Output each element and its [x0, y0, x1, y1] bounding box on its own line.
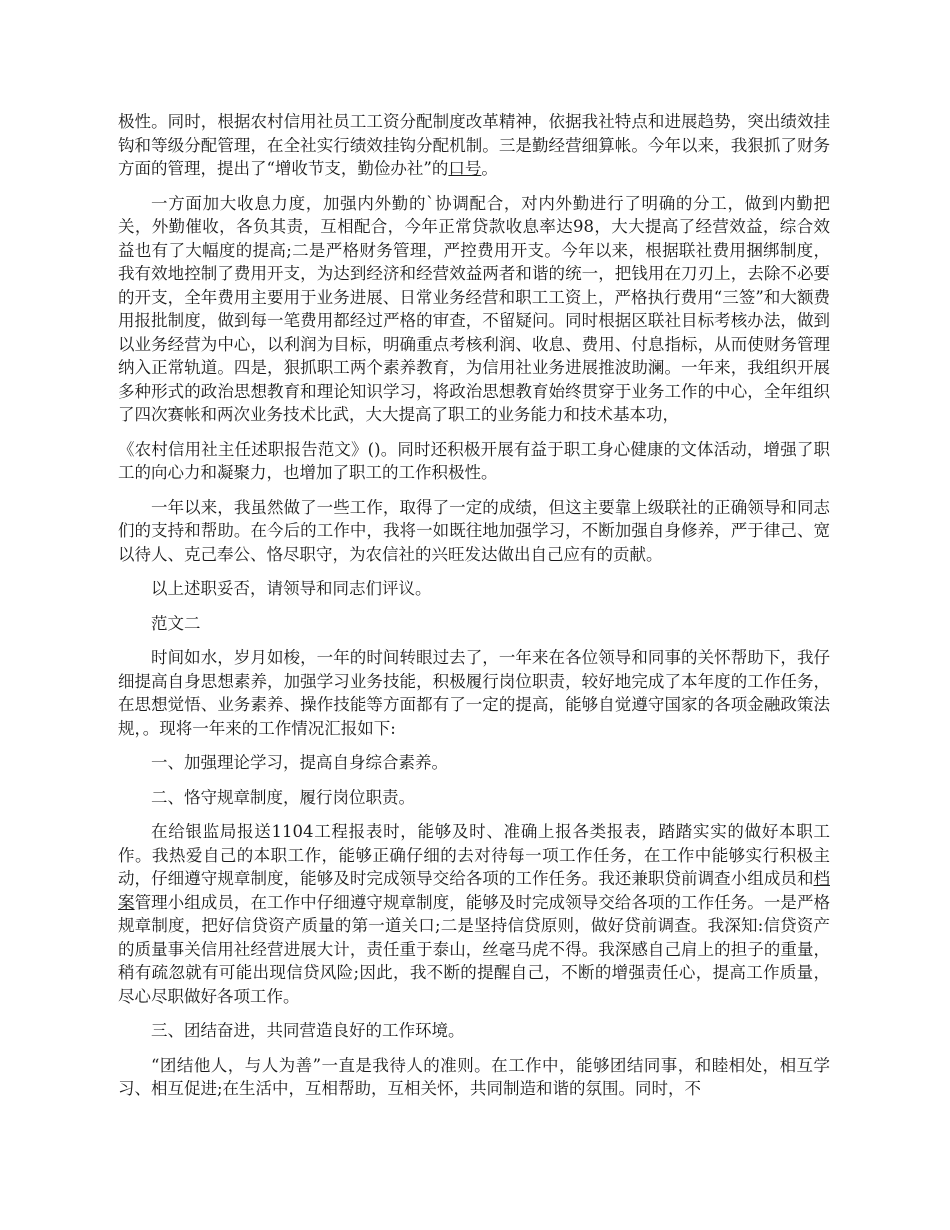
section-heading-2: 二、恪守规章制度，履行岗位职责。	[151, 787, 415, 807]
paragraph-text: 管理小组成员，在工作中仔细遵守规章制度，能够及时完成领导交给各项的工作任务。一是严格规章制度，把好信贷资产质量的第一道关口;二是坚持信贷原则，做好贷前调查。我深知:信贷资产的质量事关信用社经营进展大计，责任重于泰山，丝毫马虎不得。我深感自己肩上的担子的重量，稍有疏忽就有可能出现信贷风险;因此，我不断的提醒自己，不断的增强责任心，提高工作质量，尽心尽职做好各项工作。	[118, 892, 831, 1006]
paragraph-text: 极性。同时，根据农村信用社员工工资分配制度改革精神，依据我社特点和进展趋势，突出绩效挂钩和等级分配管理，在全社实行绩效挂钩分配机制。三是勤经营细算帐。今年以来，我狠抓了财务方面的管理，提出了“增收节支，勤俭办社”的	[118, 112, 830, 178]
paragraph-12: “团结他人，与人为善”一直是我待人的准则。在工作中，能够团结同事，和睦相处，相互学习、相互促进;在生活中，互相帮助，互相关怀，共同制造和谐的氛围。同时，不	[118, 1055, 830, 1098]
paragraph-2: 一方面加大收息力度，加强内外勤的`协调配合，对内外勤进行了明确的分工，做到内勤把关，外勤催收，各负其责，互相配合，今年正常贷款收息率达98，大大提高了经营效益，综合效益也有了大幅度的提高;二是严格财务管理，严控费用开支。今年以来，根据联社费用捆绑制度，我有效地控制了费用开支，为达到经济和经营效益两者和谐的统一，把钱用在刀刃上，去除不必要的开支，全年费用主要用于业务进展、日常业务经营和职工工资上，严格执行费用“三签”和大额费用报批制度，做到每一笔费用都经过严格的审查，不留疑问。同时根据区联社目标考核办法，做到以业务经营为中心，以利润为目标，明确重点考核利润、收息、费用、付息指标，从而使财务管理纳入正常轨道。四是，狠抓职工两个素养教育，为信用社业务进展推波助澜。一年来，我组织开展多种形式的政治思想教育和理论知识学习，将政治思想教育始终贯穿于业务工作的中心，全年组织了四次赛帐和两次业务技术比武，大大提高了职工的业务能力和技术基本功，	[118, 193, 830, 424]
paragraph-3: 《农村信用社主任述职报告范文》()。同时还积极开展有益于职工身心健康的文体活动，增强了职工的向心力和凝聚力，也增加了职工的工作积极性。	[118, 439, 830, 482]
slogan-link[interactable]: 口号	[448, 159, 482, 178]
section-heading-fanwen-er: 范文二	[151, 613, 201, 633]
paragraph-10	[118, 820, 830, 1008]
archive-link[interactable]: 档案	[118, 869, 830, 912]
section-heading-3: 三、团结奋进，共同营造良好的工作环境。	[151, 1021, 465, 1040]
paragraph-text: 。	[481, 159, 498, 178]
paragraph-1	[118, 110, 830, 181]
paragraph-text: 在给银监局报送1104工程报表时，能够及时、准确上报各类报表，踏踏实实的做好本职工作。我热爱自己的本职工作，能够正确仔细的去对待每一项工作任务，在工作中能够实行积极主动，仔细遵守规章制度，能够及时完成领导交给各项的工作任务。我还兼职贷前调查小组成员和	[118, 822, 830, 888]
paragraph-7: 时间如水，岁月如梭，一年的时间转眼过去了，一年来在各位领导和同事的关怀帮助下，我仔细提高自身思想素养，加强学习业务技能，积极履行岗位职责，较好地完成了本年度的工作任务，在思想觉悟、业务素养、操作技能等方面都有了一定的提高，能够自觉遵守国家的各项金融政策法规，。现将一年来的工作情况汇报如下:	[118, 648, 830, 738]
paragraph-5: 以上述职妥否，请领导和同志们评议。	[151, 579, 432, 598]
paragraph-4: 一年以来，我虽然做了一些工作，取得了一定的成绩，但这主要靠上级联社的正确领导和同志们的支持和帮助。在今后的工作中，我将一如既往地加强学习，不断加强自身修养，严于律己、宽以待人、克己奉公、恪尽职守，为农信社的兴旺发达做出自己应有的贡献。	[118, 497, 830, 564]
section-heading-1: 一、加强理论学习，提高自身综合素养。	[151, 753, 448, 772]
